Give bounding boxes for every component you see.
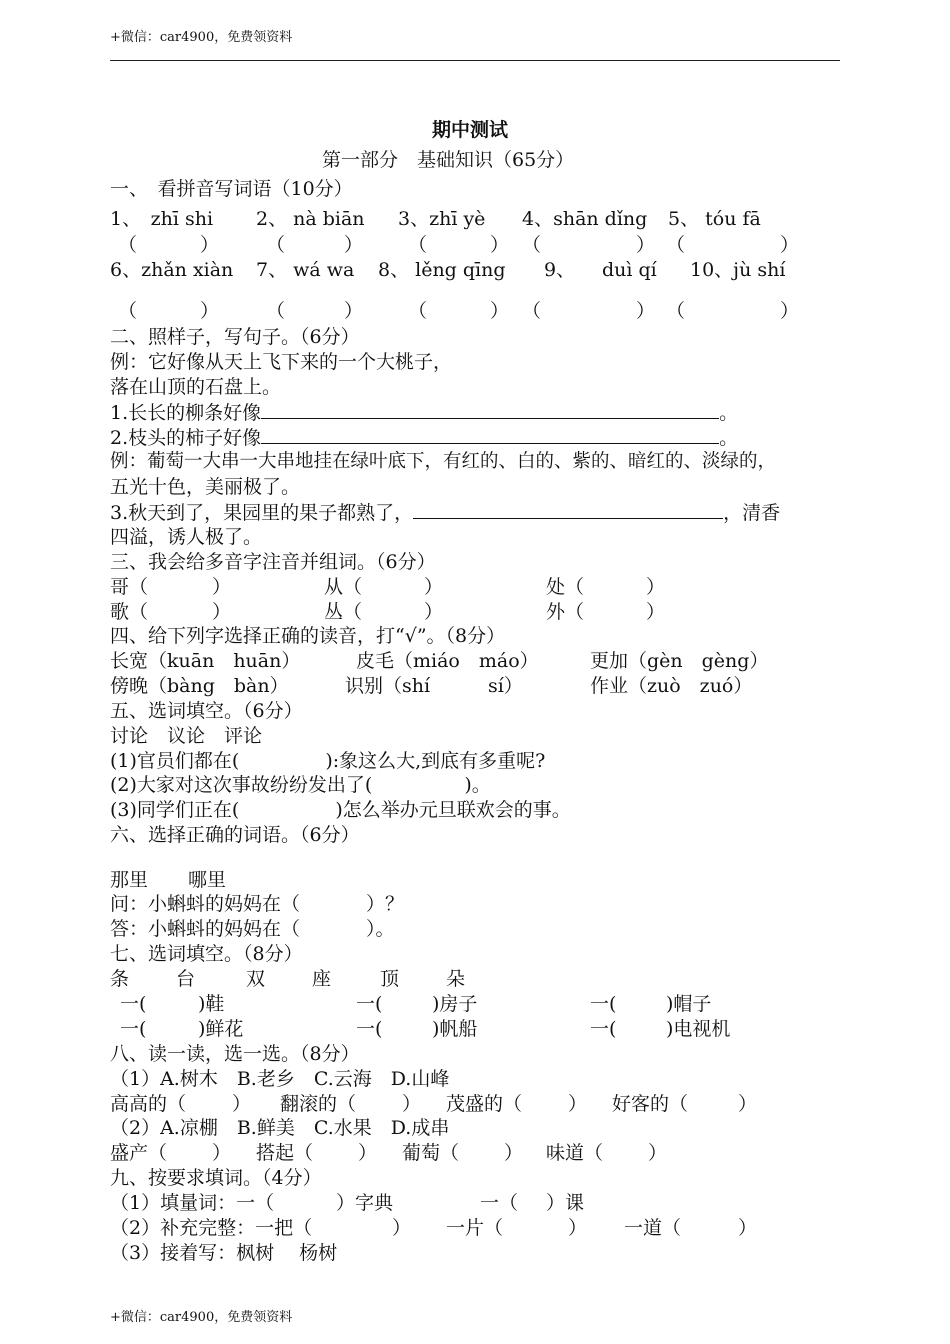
answer-paren: ） [490, 234, 510, 256]
fill-measure-4-noun: )鲜花 [198, 1018, 244, 1040]
question-2-3: 3.秋天到了，果园里的果子都熟了， ，清香 [110, 502, 781, 524]
answer-paren: （ [118, 300, 138, 322]
question-6-2: 答：小蝌蚪的妈妈在（ ）。 [110, 918, 395, 940]
question-2-3-cont: 四溢，诱人极了。 [110, 526, 263, 548]
fill-9-2-a: （2）补充完整：一把（ [110, 1217, 313, 1239]
question-2-2: 2.枝头的柿子好像 。 [110, 427, 739, 449]
fill-measure-6: 一( [590, 1018, 617, 1040]
page-footer: +微信：car4900，免费领资料 [110, 1310, 293, 1325]
question-2-1: 1.长长的柳条好像 。 [110, 402, 739, 424]
answer-paren: ） [212, 576, 232, 598]
fill-measure-5: 一( [356, 1018, 383, 1040]
fill-9-1-a: （1）填量词：一（ [110, 1192, 275, 1214]
polyphone-ge2: 歌（ [110, 601, 149, 623]
section-1-heading: 一、 看拼音写词语（10分） [110, 178, 353, 200]
example-1-line-1: 例：它好像从天上飞下来的一个大桃子， [110, 351, 453, 373]
fill-measure-1-noun: )鞋 [198, 993, 225, 1015]
fill-measure-1: 一( [120, 993, 147, 1015]
example-2-line-1: 例：葡萄一大串一大串地挂在绿叶底下，有红的、白的、紫的、暗红的、淡绿的， [110, 451, 777, 472]
polyphone-cong2: 丛（ [324, 601, 363, 623]
answer-paren: ） [424, 576, 444, 598]
measure-word: 座 [312, 968, 332, 990]
answer-paren: ） [636, 234, 656, 256]
section-6-heading: 六、选择正确的词语。（6分） [110, 824, 360, 846]
header-divider [110, 60, 840, 61]
answer-paren: ） [232, 1093, 252, 1115]
answer-paren: ） [490, 300, 510, 322]
section-3-heading: 三、我会给多音字注音并组词。（6分） [110, 551, 436, 573]
match-item: 好客的（ [612, 1093, 689, 1115]
section-8-heading: 八、读一读，选一选。（8分） [110, 1043, 360, 1065]
section-7-heading: 七、选词填空。（8分） [110, 943, 303, 965]
fill-measure-2: 一( [356, 993, 383, 1015]
answer-paren: ） [636, 300, 656, 322]
reading-choice-5: 识别（shí [345, 675, 431, 697]
answer-paren: ） [648, 1142, 668, 1164]
answer-paren: ） [358, 1142, 378, 1164]
answer-paren: ） [200, 234, 220, 256]
fill-9-1-d: ）课 [546, 1192, 585, 1214]
fill-measure-6-noun: )电视机 [666, 1018, 731, 1040]
match-item: 葡萄（ [402, 1142, 460, 1164]
answer-paren: （ [266, 234, 286, 256]
pinyin-item-10: 10、jù shí [690, 259, 786, 281]
fill-measure-4: 一( [120, 1018, 147, 1040]
answer-paren: ） [344, 234, 364, 256]
pinyin-item-9-text: duì qí [602, 259, 657, 281]
answer-paren: ） [780, 300, 800, 322]
question-5-2: (2)大家对这次事故纷纷发出了( )。 [110, 774, 491, 796]
reading-choice-3: 更加（gèn gèng） [590, 650, 769, 672]
answer-paren: ） [402, 1093, 422, 1115]
fill-measure-5-noun: )帆船 [432, 1018, 478, 1040]
answer-blank[interactable] [261, 425, 719, 444]
word-option-1: 那里 [110, 869, 149, 891]
answer-paren: （ [666, 234, 686, 256]
options-8-2: （2）A.凉棚 B.鲜美 C.水果 D.成串 [110, 1117, 450, 1139]
word-option-2: 哪里 [188, 869, 227, 891]
match-item: 茂盛的（ [446, 1093, 523, 1115]
reading-choice-6: 作业（zuò zuó） [590, 675, 753, 697]
pinyin-item-3: 3、zhī yè [398, 208, 486, 230]
answer-paren: ） [738, 1217, 758, 1239]
reading-choice-5-b: sí） [488, 675, 523, 697]
answer-paren: （ [522, 300, 542, 322]
answer-blank[interactable] [413, 500, 723, 519]
fill-measure-2-noun: )房子 [432, 993, 478, 1015]
pinyin-item-1: 1、 zhī shi [110, 208, 214, 230]
answer-paren: ） [200, 300, 220, 322]
answer-paren: （ [408, 234, 428, 256]
reading-choice-1: 长宽（kuān huān） [110, 650, 301, 672]
match-item: 盛产（ [110, 1142, 168, 1164]
polyphone-cong: 从（ [324, 576, 363, 598]
fill-9-1-b: ）字典 [336, 1192, 394, 1214]
section-5-heading: 五、选词填空。（6分） [110, 700, 303, 722]
match-item: 搭起（ [256, 1142, 314, 1164]
polyphone-ge: 哥（ [110, 576, 149, 598]
match-item: 高高的（ [110, 1093, 187, 1115]
measure-word: 顶 [380, 968, 400, 990]
fill-9-3: （3）接着写：枫树 杨树 [110, 1242, 338, 1264]
fill-measure-3-noun: )帽子 [666, 993, 712, 1015]
answer-paren: （ [118, 234, 138, 256]
section-9-heading: 九、按要求填词。（4分） [110, 1167, 322, 1189]
answer-blank[interactable] [261, 400, 719, 419]
page-header: +微信：car4900，免费领资料 [110, 30, 293, 45]
match-item: 翻滚的（ [280, 1093, 357, 1115]
question-6-1: 问：小蝌蚪的妈妈在（ ）？ [110, 893, 405, 915]
measure-word: 双 [246, 968, 266, 990]
fill-9-1-c: 一（ [480, 1192, 519, 1214]
fill-measure-3: 一( [590, 993, 617, 1015]
pinyin-item-9: 9、 [544, 259, 576, 281]
reading-choice-4: 傍晚（bàng bàn） [110, 675, 289, 697]
answer-paren: ） [424, 601, 444, 623]
answer-paren: ） [212, 601, 232, 623]
answer-paren: （ [408, 300, 428, 322]
measure-word: 台 [176, 968, 196, 990]
example-2-line-2: 五光十色，美丽极了。 [110, 476, 301, 498]
fill-9-2-c: 一道（ [624, 1217, 682, 1239]
answer-paren: ） [344, 300, 364, 322]
answer-paren: （ [666, 300, 686, 322]
answer-paren: ） [646, 576, 666, 598]
pinyin-item-7: 7、 wá wa [256, 259, 355, 281]
pinyin-item-4: 4、shān dǐng [522, 208, 648, 230]
word-bank-5: 讨论 议论 评论 [110, 725, 263, 747]
answer-paren: ） [568, 1217, 588, 1239]
answer-paren: ） [738, 1093, 758, 1115]
answer-paren: （ [266, 300, 286, 322]
pinyin-item-6: 6、zhǎn xiàn [110, 259, 234, 281]
options-8-1: （1）A.树木 B.老乡 C.云海 D.山峰 [110, 1068, 450, 1090]
answer-paren: ） [212, 1142, 232, 1164]
reading-choice-2: 皮毛（miáo máo） [356, 650, 539, 672]
measure-word: 朵 [446, 968, 466, 990]
polyphone-wai: 外（ [546, 601, 585, 623]
answer-paren: ） [504, 1142, 524, 1164]
answer-paren: ） [392, 1217, 412, 1239]
measure-word: 条 [110, 968, 130, 990]
answer-paren: ） [568, 1093, 588, 1115]
question-5-3: (3)同学们正在( )怎么举办元旦联欢会的事。 [110, 799, 571, 821]
question-5-1: (1)官员们都在( ):象这么大,到底有多重呢? [110, 750, 546, 772]
answer-paren: （ [522, 234, 542, 256]
section-2-heading: 二、照样子，写句子。（6分） [110, 326, 360, 348]
answer-paren: ） [780, 234, 800, 256]
pinyin-item-8: 8、 lěng qīng [378, 259, 506, 281]
section-4-heading: 四、给下列字选择正确的读音，打“√”。（8分） [110, 625, 506, 647]
part-subtitle: 第一部分 基础知识（65分） [322, 149, 575, 171]
match-item: 味道（ [546, 1142, 604, 1164]
example-1-line-2: 落在山顶的石盘上。 [110, 376, 282, 398]
answer-paren: ） [646, 601, 666, 623]
polyphone-chu: 处（ [546, 576, 585, 598]
pinyin-item-5: 5、 tóu fā [668, 208, 761, 230]
fill-9-2-b: 一片（ [446, 1217, 504, 1239]
pinyin-item-2: 2、 nà biān [256, 208, 365, 230]
page-title: 期中测试 [432, 119, 509, 141]
